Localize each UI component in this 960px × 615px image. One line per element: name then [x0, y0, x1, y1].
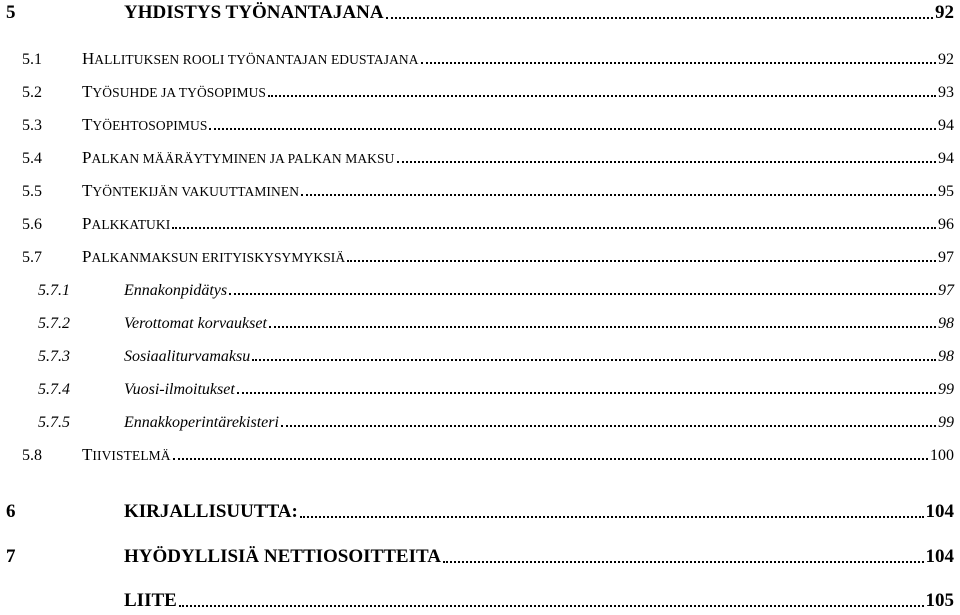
dot-leader	[397, 161, 937, 163]
toc-page-number: 96	[938, 216, 954, 233]
toc-number: 5.7	[22, 249, 42, 266]
toc-title-row	[124, 414, 954, 432]
toc-page-number: 98	[938, 348, 954, 365]
toc-number: 6	[6, 501, 16, 522]
toc-title	[82, 115, 207, 135]
toc-entry-5-7[interactable]	[0, 243, 954, 267]
toc-title-row	[124, 381, 954, 399]
toc-title-initial: P	[82, 247, 92, 266]
toc-title-initial: T	[82, 82, 93, 101]
toc-title-row	[82, 82, 954, 102]
dot-leader	[300, 516, 924, 518]
toc-title	[82, 247, 345, 267]
dot-leader	[229, 293, 936, 295]
toc-title-rest: ALKAN MÄÄRÄYTYMINEN JA PALKAN MAKSU	[91, 151, 395, 166]
toc-number: 5.7.2	[38, 315, 70, 332]
toc-title: Ennakkoperintärekisteri	[124, 414, 279, 431]
toc-title	[82, 181, 299, 201]
toc-page-number: 100	[930, 447, 954, 464]
toc-page-number: 93	[938, 84, 954, 101]
toc-title-row	[82, 214, 954, 234]
dot-leader	[237, 392, 936, 394]
toc-entry-5[interactable]	[0, 0, 954, 24]
toc-title: KIRJALLISUUTTA:	[124, 501, 298, 522]
toc-entry-5-8[interactable]	[0, 441, 954, 465]
toc-number: 5.4	[22, 150, 42, 167]
toc-title: LIITE	[124, 590, 177, 611]
toc-title-rest: IIVISTELMÄ	[92, 448, 171, 463]
toc-number: 5.7.1	[38, 282, 70, 299]
dot-leader	[252, 359, 936, 361]
toc-entry-5-7-2[interactable]	[0, 309, 954, 333]
toc-title-row	[124, 546, 954, 568]
toc-page-number: 92	[935, 2, 954, 23]
toc-number: 5.8	[22, 447, 42, 464]
toc-title: HYÖDYLLISIÄ NETTIOSOITTEITA	[124, 546, 441, 567]
toc-title-row	[124, 2, 954, 24]
toc-entry-6[interactable]	[0, 499, 954, 523]
toc-entry-5-7-1[interactable]	[0, 276, 954, 300]
toc-title-rest: YÖSUHDE JA TYÖSOPIMUS	[92, 85, 267, 100]
toc-number: 5.6	[22, 216, 42, 233]
toc-title: Verottomat korvaukset	[124, 315, 267, 332]
dot-leader	[301, 194, 936, 196]
toc-title: YHDISTYS TYÖNANTAJANA	[124, 2, 384, 23]
toc-entry-5-7-3[interactable]	[0, 342, 954, 366]
toc-entry-5-7-4[interactable]	[0, 375, 954, 399]
toc-title-rest: YÖEHTOSOPIMUS	[92, 118, 208, 133]
toc-title	[82, 49, 419, 69]
toc-title-row	[124, 590, 954, 612]
dot-leader	[209, 128, 936, 130]
toc-page-number: 105	[925, 590, 954, 611]
dot-leader	[281, 425, 936, 427]
toc-page-number: 99	[938, 414, 954, 431]
toc-page-number: 104	[925, 501, 954, 522]
toc-title	[82, 445, 171, 465]
dot-leader	[173, 458, 928, 460]
toc-title-initial: T	[82, 445, 93, 464]
toc-title-row	[82, 247, 954, 267]
toc-entry-7[interactable]	[0, 544, 954, 568]
toc-title-initial: T	[82, 181, 93, 200]
toc-title-row	[82, 115, 954, 135]
toc-number: 5.3	[22, 117, 42, 134]
toc-title: Vuosi-ilmoitukset	[124, 381, 235, 398]
dot-leader	[386, 17, 933, 19]
dot-leader	[172, 227, 936, 229]
toc-title-row	[124, 315, 954, 333]
toc-number: 5	[6, 2, 16, 23]
toc-page-number: 94	[938, 117, 954, 134]
dot-leader	[179, 605, 924, 607]
toc-title-row	[82, 148, 954, 168]
toc-title-initial: H	[82, 49, 95, 68]
toc-number: 5.1	[22, 51, 42, 68]
toc-title-row	[82, 49, 954, 69]
toc-entry-5-4[interactable]	[0, 144, 954, 168]
toc-entry-5-2[interactable]	[0, 78, 954, 102]
toc-title-rest: ALLITUKSEN ROOLI TYÖNANTAJAN EDUSTAJANA	[94, 52, 419, 67]
toc-title-rest: ALKANMAKSUN ERITYISKYSYMYKSIÄ	[91, 250, 346, 265]
dot-leader	[268, 95, 936, 97]
dot-leader	[443, 561, 924, 563]
dot-leader	[347, 260, 936, 262]
toc-title: Sosiaaliturvamaksu	[124, 348, 251, 365]
toc-title-rest: ALKKATUKI	[91, 217, 171, 232]
toc-page-number: 99	[938, 381, 954, 398]
toc-entry-5-5[interactable]	[0, 177, 954, 201]
toc-entry-5-1[interactable]	[0, 45, 954, 69]
toc-title-row	[82, 181, 954, 201]
toc-page-number: 92	[938, 51, 954, 68]
toc-page-number: 98	[938, 315, 954, 332]
toc-title-initial: P	[82, 148, 92, 167]
toc-entry-liite[interactable]	[0, 588, 954, 612]
toc-page-number: 97	[938, 249, 954, 266]
toc-entry-5-6[interactable]	[0, 210, 954, 234]
toc-title	[82, 148, 395, 168]
toc-page-number: 95	[938, 183, 954, 200]
toc-title-initial: T	[82, 115, 93, 134]
toc-title-initial: P	[82, 214, 92, 233]
toc-number: 5.7.5	[38, 414, 70, 431]
toc-title-rest: YÖNTEKIJÄN VAKUUTTAMINEN	[92, 184, 300, 199]
toc-title-row	[124, 501, 954, 523]
toc-title-row	[82, 445, 954, 465]
dot-leader	[269, 326, 936, 328]
toc-entry-5-3[interactable]	[0, 111, 954, 135]
toc-page-number: 94	[938, 150, 954, 167]
toc-page-number: 104	[925, 546, 954, 567]
dot-leader	[421, 62, 936, 64]
toc-number: 5.5	[22, 183, 42, 200]
toc-number: 5.7.4	[38, 381, 70, 398]
toc-entry-5-7-5[interactable]	[0, 408, 954, 432]
toc-title-row	[124, 282, 954, 300]
toc-number: 5.7.3	[38, 348, 70, 365]
toc-number: 7	[6, 546, 16, 567]
toc-page-number: 97	[938, 282, 954, 299]
toc-title	[82, 214, 170, 234]
toc-title: Ennakonpidätys	[124, 282, 228, 299]
toc-title	[82, 82, 266, 102]
toc-number: 5.2	[22, 84, 42, 101]
toc-title-row	[124, 348, 954, 366]
